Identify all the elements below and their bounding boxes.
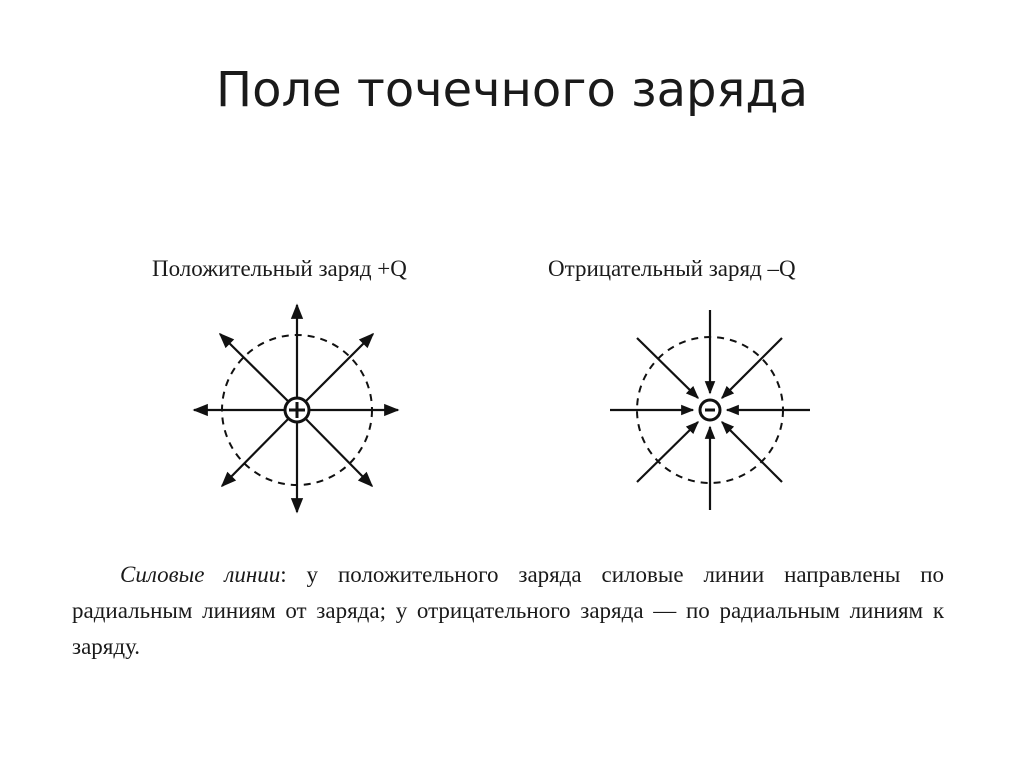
- positive-charge-diagram: [194, 305, 398, 512]
- positive-charge-label: Положительный заряд +Q: [152, 256, 407, 281]
- negative-field-line-down-left: [637, 422, 698, 482]
- slide-title: Поле точечного заряда: [216, 62, 808, 118]
- negative-field-line-up-right: [722, 338, 782, 398]
- negative-charge-label: Отрицательный заряд –Q: [548, 256, 796, 281]
- negative-field-line-up-left: [637, 338, 698, 398]
- caption-term: Силовые линии: [120, 562, 281, 587]
- negative-field-line-down-right: [722, 422, 782, 482]
- negative-charge-diagram: [610, 310, 810, 510]
- caption: [72, 557, 944, 665]
- caption-text: : у положительного заряда силовые линии направлены по радиальным линиям от заряда; у отрицательного заряда — по радиальным линиям к заряду.: [72, 562, 945, 659]
